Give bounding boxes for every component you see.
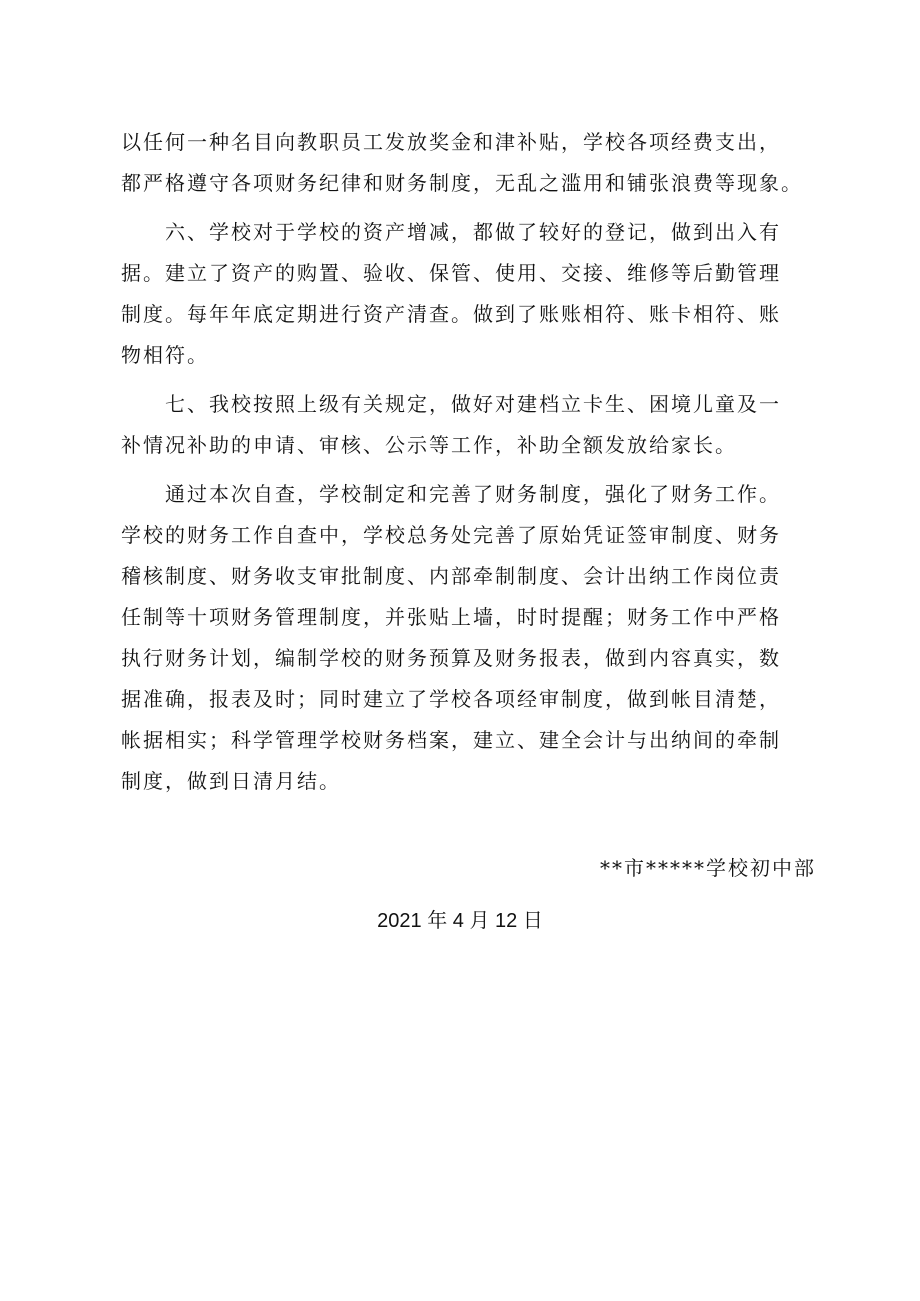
document-body (121, 122, 821, 802)
paragraph-gap (121, 204, 821, 212)
paragraph-line: 七、我校按照上级有关规定，做好对建档立卡生、困境儿童及一 (121, 392, 781, 416)
paragraph-line: 制度，做到日清月结。 (121, 769, 341, 793)
paragraph-line: 学校的财务工作自查中，学校总务处完善了原始凭证签审制度、财务 (121, 523, 781, 547)
paragraph-line: 帐据相实；科学管理学校财务档案，建立、建全会计与出纳间的牵制 (121, 728, 781, 752)
paragraph-line: 六、学校对于学校的资产增减，都做了较好的登记，做到出入有 (121, 220, 781, 244)
paragraph-line: 物相符。 (121, 343, 209, 367)
paragraph-line: 通过本次自查，学校制定和完善了财务制度，强化了财务工作。 (121, 482, 781, 506)
paragraph-line: 据准确，报表及时；同时建立了学校各项经审制度，做到帐目清楚， (121, 687, 781, 711)
paragraph-line: 补情况补助的申请、审核、公示等工作，补助全额发放给家长。 (121, 433, 737, 457)
paragraph-gap (121, 376, 821, 384)
paragraph-gap (121, 466, 821, 474)
document-date: 2021 年 4 月 12 日 (377, 910, 543, 932)
paragraph-line: 任制等十项财务管理制度，并张贴上墙，时时提醒；财务工作中严格 (121, 605, 781, 629)
paragraph-line: 执行财务计划，编制学校的财务预算及财务报表，做到内容真实，数 (121, 646, 781, 670)
signature-org: **市*****学校初中部 (600, 856, 816, 880)
paragraph-line: 据。建立了资产的购置、验收、保管、使用、交接、维修等后勤管理 (121, 261, 781, 285)
paragraph-line: 都严格遵守各项财务纪律和财务制度，无乱之滥用和铺张浪费等现象。 (121, 171, 803, 195)
paragraph-line: 制度。每年年底定期进行资产清查。做到了账账相符、账卡相符、账 (121, 302, 781, 326)
paragraph-line: 以任何一种名目向教职员工发放奖金和津补贴，学校各项经费支出， (121, 130, 781, 154)
paragraph-line: 稽核制度、财务收支审批制度、内部牵制制度、会计出纳工作岗位责 (121, 564, 781, 588)
